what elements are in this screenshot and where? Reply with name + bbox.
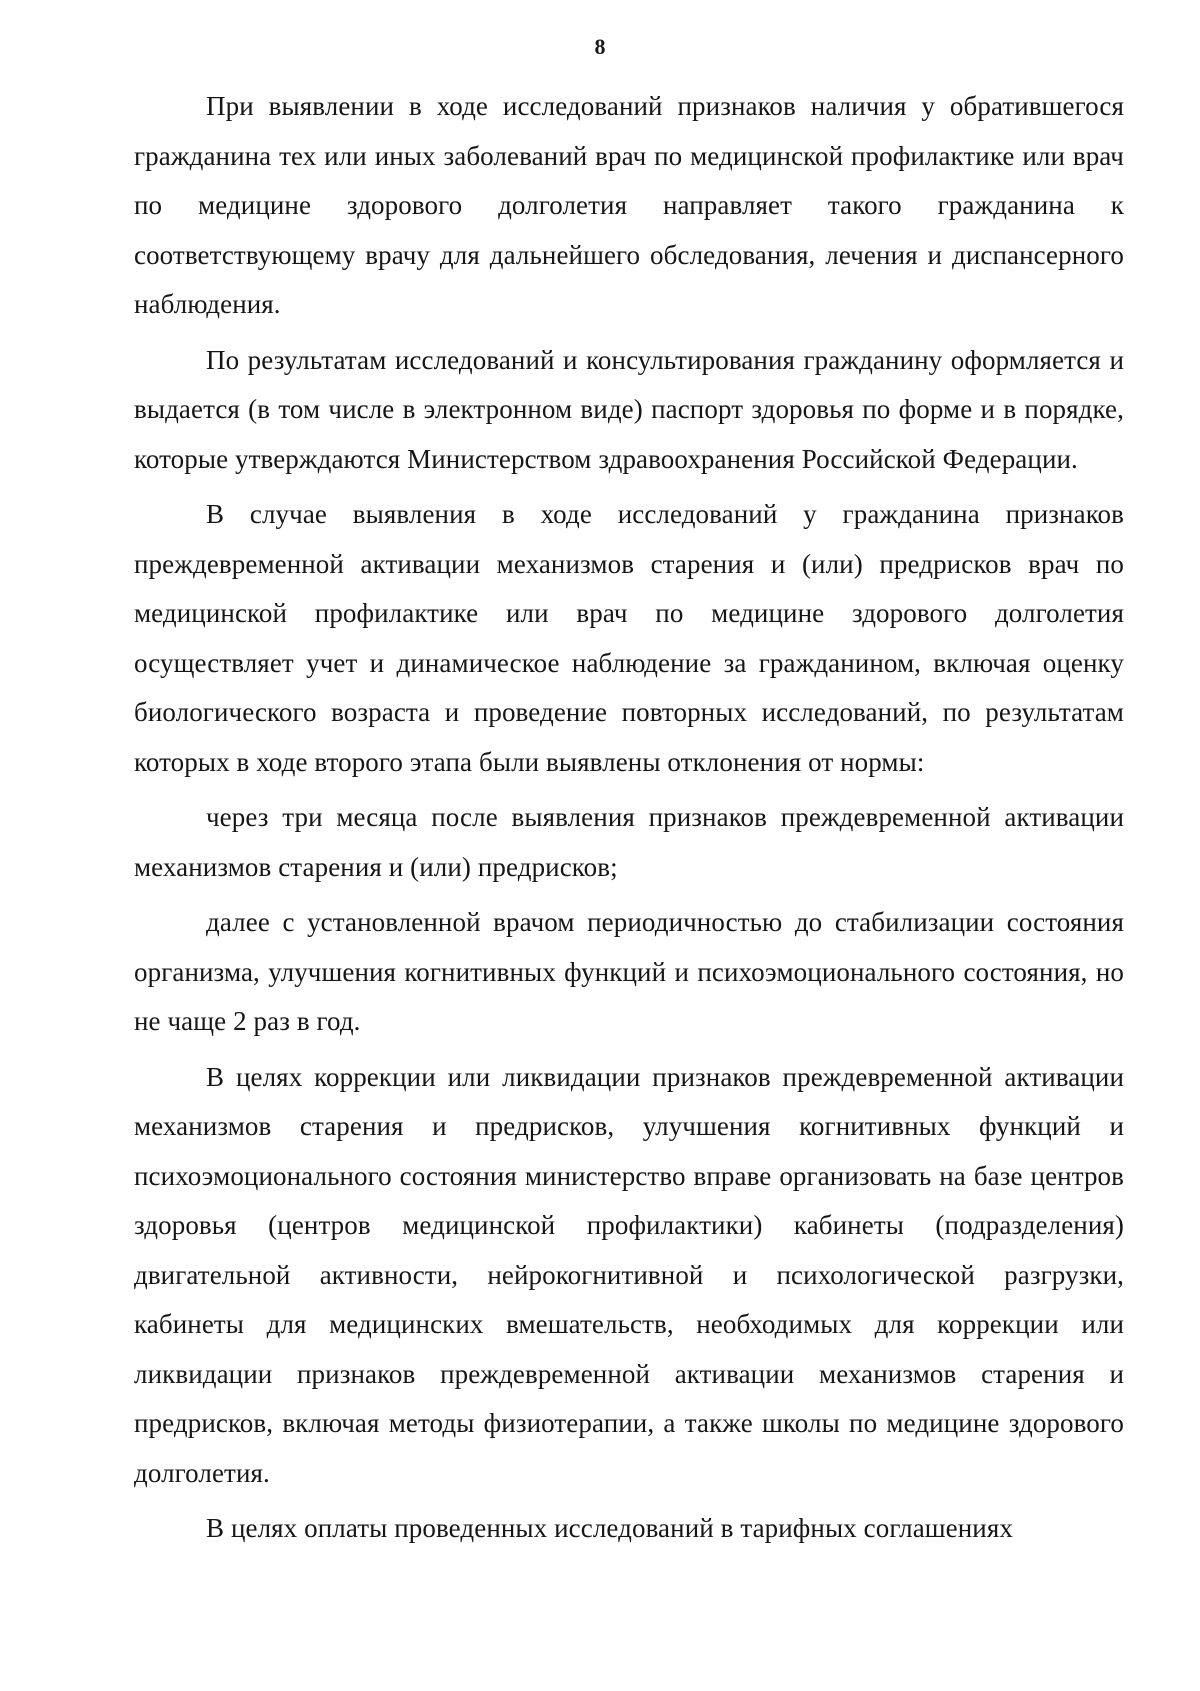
paragraph-three-months: через три месяца после выявления признаков преждевременной активации механизмов старения и (или) предрисков; bbox=[134, 802, 1124, 882]
paragraph-periodicity: далее с установленной врачом периодичностью до стабилизации состояния организма, улучшения когнитивных функций и психоэмоционального состояния, но не чаще 2 раз в год. bbox=[134, 907, 1124, 1036]
paragraph-referral: При выявлении в ходе исследований признаков наличия у обратившегося гражданина тех или иных заболеваний врач по медицинской профилактике или врач по медицине здорового долголетия направляет такого гражданина к соответствующему врачу для дальнейшего обследования, лечения и диспансерного наблюдения. bbox=[134, 91, 1124, 319]
body-text bbox=[134, 82, 1124, 1554]
paragraph-correction-cabinets: В целях коррекции или ликвидации признаков преждевременной активации механизмов старения и предрисков, улучшения когнитивных функций и психоэмоционального состояния министерство вправе организовать на базе центров здоровья (центров медицинской профилактики) кабинеты (подразделения) двигательной активности, нейрокогнитивной и психологической разгрузки, кабинеты для медицинских вмешательств, необходимых для коррекции или ликвидации признаков преждевременной активации механизмов старения и предрисков, включая методы физиотерапии, а также школы по медицине здорового долголетия. bbox=[134, 1061, 1124, 1488]
paragraph-health-passport: По результатам исследований и консультирования гражданину оформляется и выдается (в том числе в электронном виде) паспорт здоровья по форме и в порядке, которые утверждаются Министерством здравоохранения Российской Федерации. bbox=[134, 344, 1124, 474]
page-number: 8 bbox=[594, 34, 606, 59]
paragraph-aging-monitoring: В случае выявления в ходе исследований у гражданина признаков преждевременной активации механизмов старения и (или) предрисков врач по медицинской профилактике или врач по медицине здорового долголетия осуществляет учет и динамическое наблюдение за гражданином, включая оценку биологического возраста и проведение повторных исследований, по результатам которых в ходе второго этапа были выявлены отклонения от нормы: bbox=[134, 499, 1124, 777]
paragraph-tariff-agreements: В целях оплаты проведенных исследований в тарифных соглашениях bbox=[206, 1513, 1013, 1543]
